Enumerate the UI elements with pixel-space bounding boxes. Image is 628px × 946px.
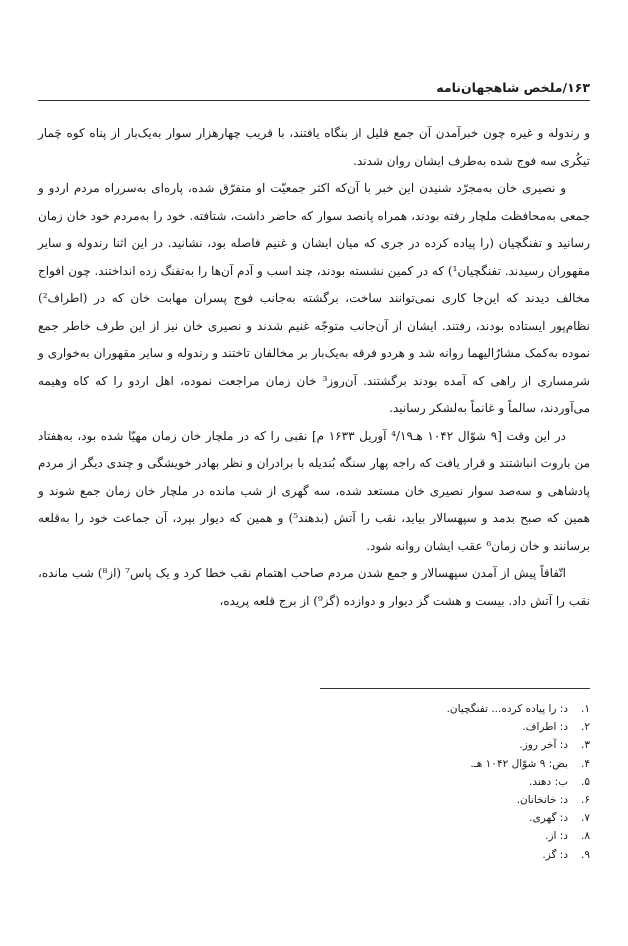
footnote-number: ۷. — [581, 812, 590, 825]
footnote-text: د: آخر روز. — [519, 739, 568, 752]
footnote — [250, 809, 590, 827]
footnote-text: د: را پیاده کرده... تفنگچیان. — [446, 703, 568, 715]
footnote-number: ۵. — [581, 775, 590, 788]
paragraph: اتّفاقاً پیش از آمدن سپهسالار و جمع شدن مردم صاحب اهتمام نقب خطا کرد و یک پاس⁷ (از⁸) شب مانده، نقب را آتش داد. بیست و هشت گز دیوار و دوازده (گز⁹) از برج قلعه پریده، — [38, 566, 590, 608]
footnote — [250, 736, 590, 754]
footnote — [250, 700, 590, 718]
body-text — [38, 120, 590, 615]
footnote — [250, 755, 590, 773]
footnote-number: ۸. — [581, 830, 590, 843]
footnote-divider — [320, 688, 590, 689]
footnote-text: بض: ۹ شوّال ۱۰۴۲ هـ. — [470, 757, 568, 770]
footnote-number: ۱. — [581, 703, 590, 715]
footnotes — [250, 700, 590, 864]
footnote-number: ۲. — [581, 721, 590, 734]
running-head: ۱۶۳/ملخص شاهجهان‌نامه — [436, 80, 590, 95]
paragraph: و رندوله و غیره چون خبرآمدن آن جمع قلیل از بنگاه یافتند، با قریب چهارهزار سوار به‌یک‌بار از پناه کوه چَمار تیکُری سه فوج شده به‌طرف ایشان روان شدند. — [38, 126, 590, 168]
footnote — [250, 773, 590, 791]
paragraph: و نصیری خان به‌مجرّد شنیدن این خبر با آن‌که اکثر جمعیّت او متفرّق شده، پاره‌ای به‌سرراه مردم اردو و جمعی به‌محافظت ملچار رفته بودند، همراه پانصد سوار که حاضر داشت، شتافته. خود را به‌مردم خود خان زمان رسانید و تفنگچیان (را پیاده کرده در جری که میان ایشان و غنیم فاصله بود، نشانید. در این اثنا رندوله و سایر مقهوران رسیدند. تفنگچیان¹) که در کمین نشسته بودند، چند اسب و آدم آن‌ها را به‌تفنگ زده انداختند. چون افواج مخالف دیدند که این‌جا کاری نمی‌توانند ساخت، برگشته به‌جانب فوج پسران مهابت خان که در (اطراف²) نظام‌پور ایستاده بودند، رفتند. ایشان از آن‌جانب متوجّه غنیم شدند و نصیری خان نیز از این طرف خاطر جمع نموده به‌کمک مشارٌالیهما روانه شد و هردو فرقه به‌یک‌بار بر مخالفان تاختند و رندوله و سایر مقهوران به‌خواری و شرمساری از راهی که آمده بودند برگشتند. آن‌روز³ خان زمان مراجعت نموده، اهل اردو را که کاه وهیمه می‌آوردند، سالماً و غانماً به‌لشکر رسانید. — [38, 181, 590, 415]
footnote — [250, 846, 590, 864]
footnote — [250, 791, 590, 809]
footnote-text: د: از. — [545, 830, 568, 843]
footnote-text: د: اطراف. — [522, 721, 568, 734]
paragraph: در این وقت [۹ شوّال ۱۰۴۲ هـ⁴/۱۹ آوریل ۱۶۳۳ م] نقبی را که در ملچار خان زمان مهیّا شده بود، به‌هفتاد من باروت انباشتند و قرار یافت که راجه پهار سنگه بُندیله با برادران و نظر بهادر خویشگی و چندی دیگر از مردم پادشاهی و سه‌صد سوار نصیری خان مستعد شده، سه گهری از شب مانده در ملچار خان زمان جمع شوند و همین که صبح بدمد و سپهسالار بیاید، نقب را آتش (بدهند⁵) و همین که دیوار بپرد، آن جماعت خود را به‌قلعه برسانند و خان زمان⁶ عقب ایشان روانه شود. — [38, 428, 591, 553]
footnote — [250, 827, 590, 845]
footnote-number: ۴. — [581, 757, 590, 770]
footnote-number: ۳. — [581, 739, 590, 752]
footnote-text: د: خانخانان. — [516, 794, 568, 807]
footnote-number: ۹. — [581, 848, 590, 861]
footnote-number: ۶. — [581, 794, 590, 807]
footnote — [250, 718, 590, 736]
footnote-text: د: گهری. — [529, 812, 568, 825]
page-header — [38, 78, 590, 101]
footnote-text: ب: دهند. — [529, 775, 568, 788]
footnote-text: د: گز. — [542, 848, 568, 861]
